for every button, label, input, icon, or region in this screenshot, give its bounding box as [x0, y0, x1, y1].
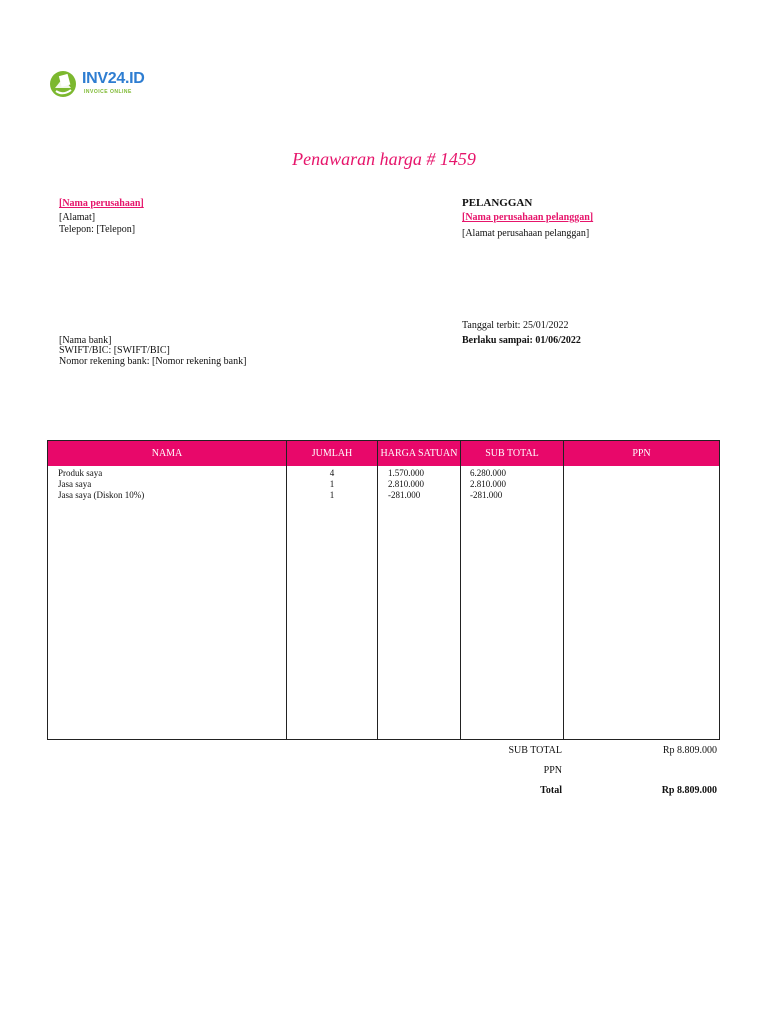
- customer-heading: PELANGGAN: [462, 197, 533, 209]
- row-2-subtotal: 2.810.000: [470, 479, 506, 489]
- document-title: Penawaran harga # 1459: [292, 149, 476, 169]
- logo-name: INV24.ID: [82, 70, 145, 87]
- column-divider: [563, 441, 564, 739]
- row-2-qty: 1: [329, 479, 335, 489]
- seller-address: [Alamat]: [59, 212, 96, 223]
- seller-phone: Telepon: [Telepon]: [59, 224, 136, 235]
- bank-name: [Nama bank]: [59, 335, 112, 346]
- header-ppn: PPN: [632, 448, 651, 459]
- row-1-name: Produk saya: [58, 468, 103, 478]
- table-header: [48, 441, 719, 466]
- bank-account: Nomor rekening bank: [Nomor rekening bank]: [59, 356, 247, 367]
- items-table: [47, 440, 720, 740]
- header-nama: NAMA: [151, 448, 183, 459]
- header-harga-satuan: HARGA SATUAN: [380, 448, 458, 459]
- row-2-name: Jasa saya: [58, 479, 92, 489]
- summary-total-value: Rp 8.809.000: [661, 785, 717, 796]
- summary-subtotal-label: SUB TOTAL: [508, 745, 562, 756]
- customer-address: [Alamat perusahaan pelanggan]: [462, 228, 590, 239]
- header-jumlah: JUMLAH: [311, 448, 353, 459]
- row-2-price: 2.810.000: [388, 479, 424, 489]
- row-1-subtotal: 6.280.000: [470, 468, 506, 478]
- logo-tagline: INVOICE ONLINE: [84, 89, 132, 95]
- row-3-price: -281.000: [388, 490, 421, 500]
- valid-until-date: Berlaku sampai: 01/06/2022: [462, 335, 581, 346]
- issue-date: Tanggal terbit: 25/01/2022: [462, 320, 569, 331]
- column-divider: [460, 441, 461, 739]
- customer-company: [Nama perusahaan pelanggan]: [462, 212, 594, 223]
- summary-subtotal-value: Rp 8.809.000: [662, 745, 717, 756]
- column-divider: [377, 441, 378, 739]
- summary-ppn-label: PPN: [543, 765, 562, 776]
- row-3-name: Jasa saya (Diskon 10%): [58, 490, 145, 500]
- row-1-price: 1.570.000: [388, 468, 424, 478]
- summary-total-label: Total: [540, 785, 562, 796]
- seller-company: [Nama perusahaan]: [59, 198, 144, 209]
- row-1-qty: 4: [329, 468, 335, 478]
- row-3-subtotal: -281.000: [470, 490, 503, 500]
- bank-swift: SWIFT/BIC: [SWIFT/BIC]: [59, 345, 170, 356]
- header-sub-total: SUB TOTAL: [485, 448, 539, 459]
- row-3-qty: 1: [329, 490, 335, 500]
